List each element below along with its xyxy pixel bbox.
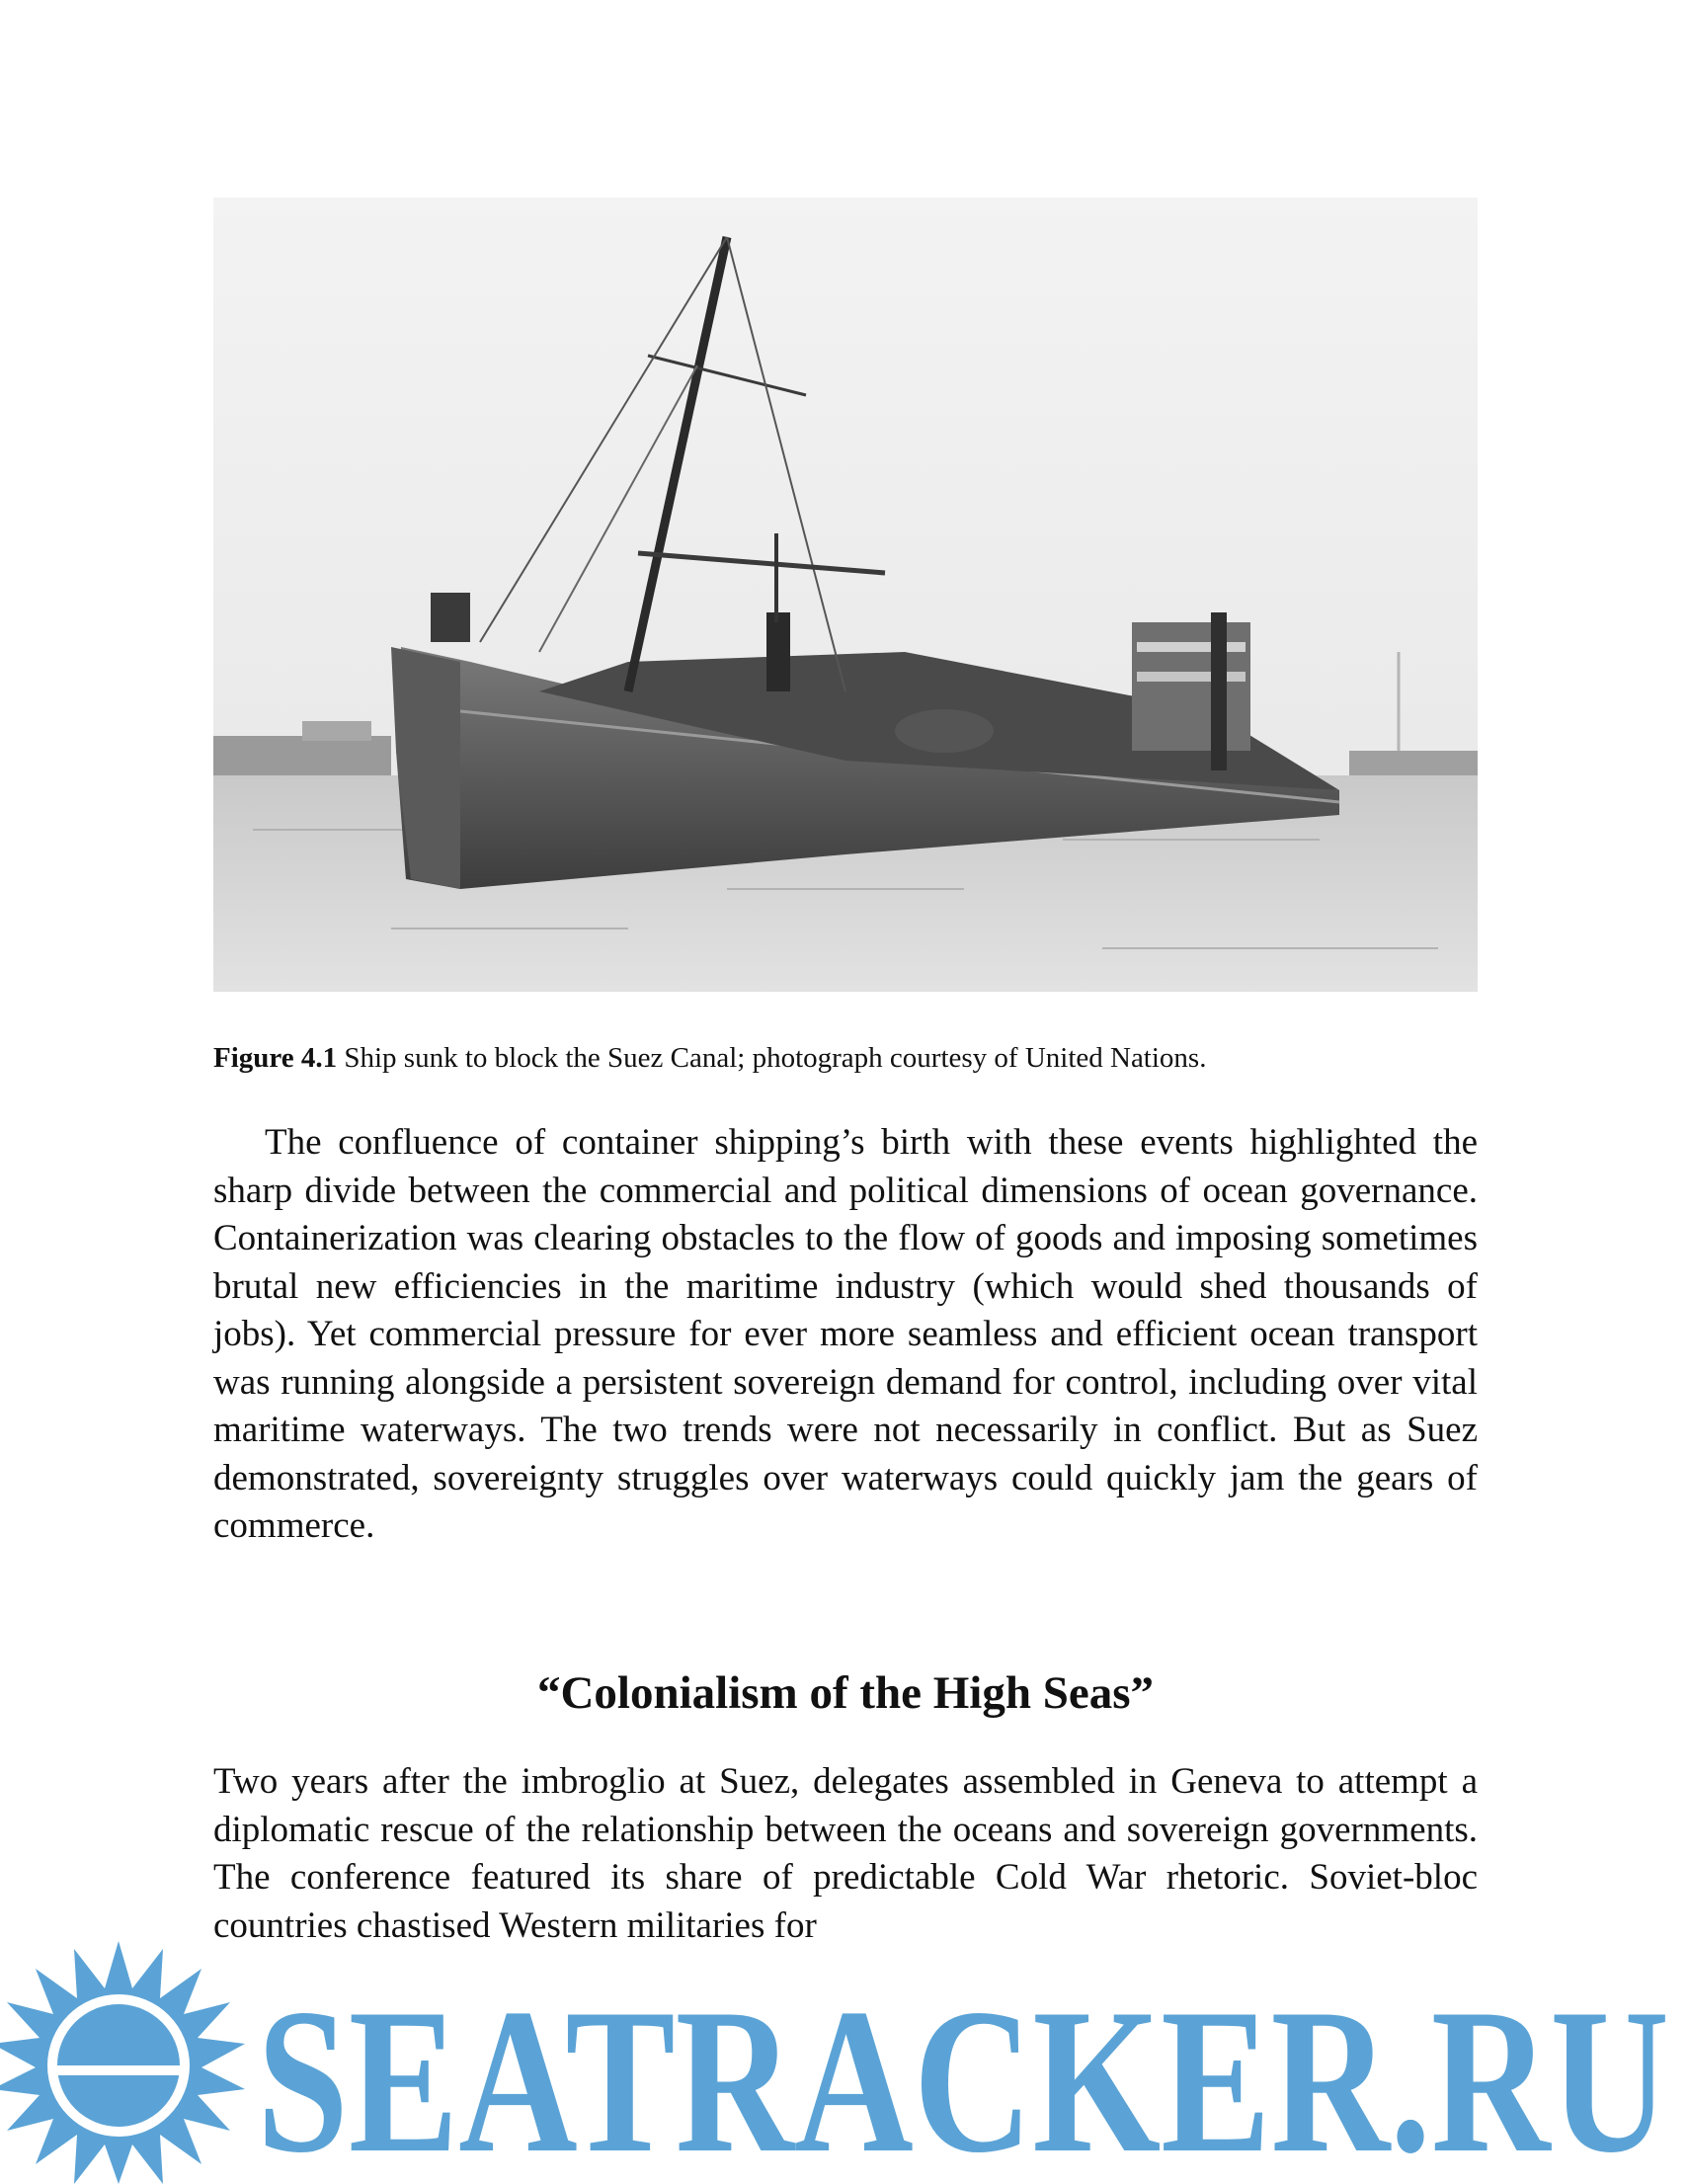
watermark-text: SEATRACKER.RU [257, 1967, 1669, 2184]
section-heading: “Colonialism of the High Seas” [536, 1667, 1155, 1719]
figure-caption-text: Ship sunk to block the Suez Canal; photograph courtesy of United Nations. [337, 1042, 1207, 1074]
seatracker-watermark [0, 1941, 1688, 2184]
body-paragraph-2: Two years after the imbroglio at Suez, delegates assembled in Geneva to attempt a diplomatic rescue of the relationship between the oceans and sovereign governments. The conference featured its share of predictable Cold War rhetoric. Soviet-bloc countries chastised Western militaries for [213, 1761, 1478, 1946]
sunken-ship-photograph [213, 198, 1478, 992]
figure-caption [213, 1039, 1478, 1077]
sun-logo-icon [0, 1941, 245, 2184]
figure-label: Figure 4.1 [213, 1042, 338, 1074]
body-paragraph-1: The confluence of container shipping’s birth with these events highlighted the sharp divide between the commercial and political dimensions of ocean governance. Containerization was clearing obstacles to the flow of goods and imposing sometimes brutal new efficiencies in the maritime industry (which would shed thousands of jobs). Yet commercial pressure for ever more seamless and efficient ocean transport was running alongside a persistent sovereign demand for control, including over vital maritime waterways. The two trends were not necessarily in conflict. But as Suez demonstrated, sovereignty struggles over waterways could quickly jam the gears of commerce. [213, 1122, 1478, 1546]
